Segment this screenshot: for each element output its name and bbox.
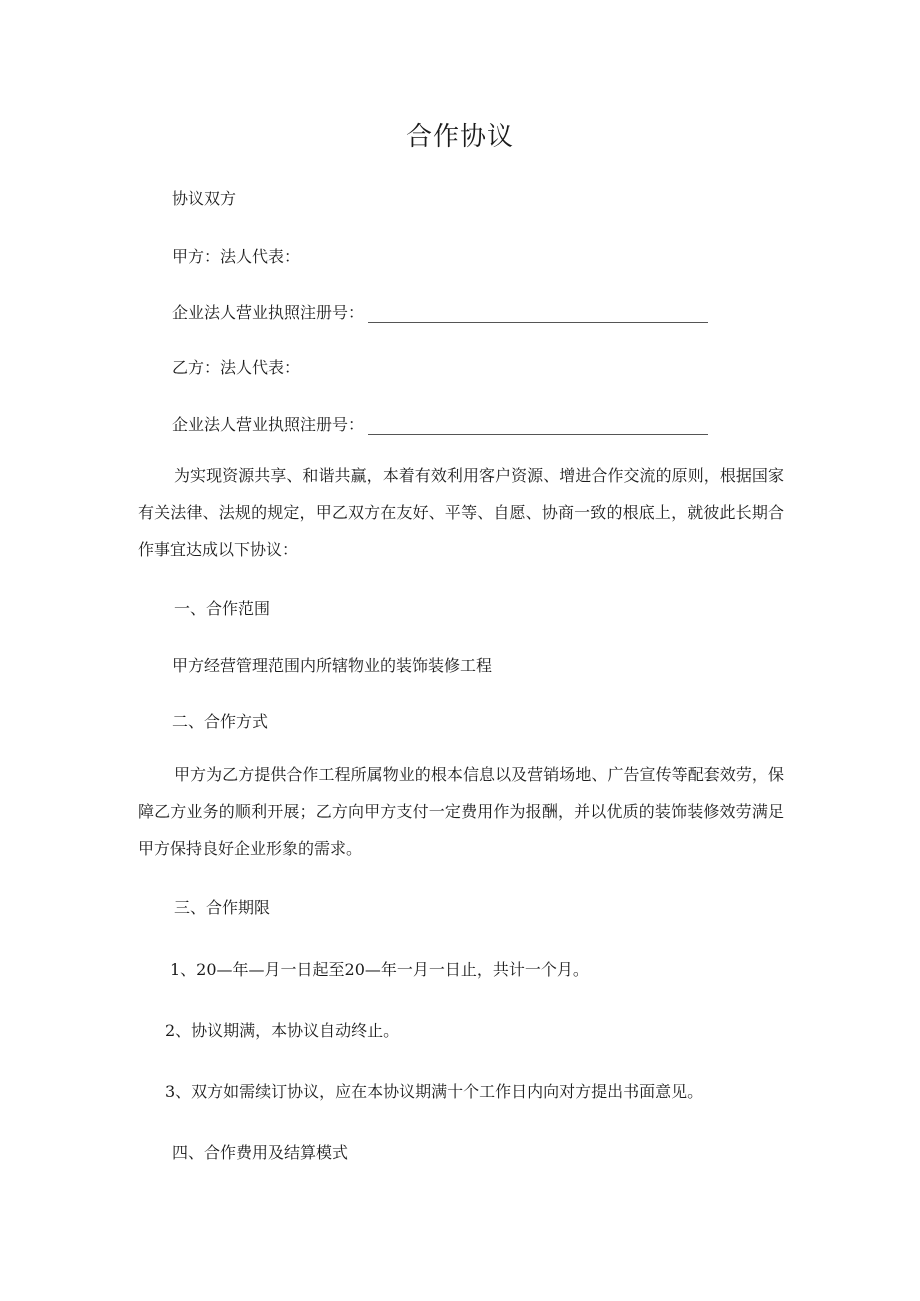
document-title: 合作协议 (405, 122, 514, 152)
section-1-heading: 一、合作范围 (174, 599, 271, 618)
party-a-line: 甲方：法人代表： (172, 247, 301, 266)
section-3-item-3: 3、双方如需续订协议，应在本协议期满十个工作日内向对方提出书面意见。 (165, 1082, 704, 1101)
party-a-registration-blank (368, 310, 708, 323)
parties-heading: 协议双方 (172, 189, 237, 208)
party-b-registration-label: 企业法人营业执照注册号： (172, 415, 365, 434)
party-a-registration-label: 企业法人营业执照注册号： (172, 303, 365, 322)
party-b-registration-blank (368, 422, 708, 435)
section-3-item-1: 1、20—年—月一日起至20—年一月一日止，共计一个月。 (170, 960, 589, 979)
section-3-item-2: 2、协议期满，本协议自动终止。 (165, 1021, 400, 1040)
party-b-registration-row (172, 412, 708, 435)
section-3-heading: 三、合作期限 (174, 898, 271, 917)
section-2-heading: 二、合作方式 (172, 712, 269, 731)
section-1-text: 甲方经营管理范围内所辖物业的装饰装修工程 (172, 656, 493, 675)
party-a-registration-row (172, 300, 708, 323)
intro-paragraph: 为实现资源共享、和谐共赢，本着有效利用客户资源、增进合作交流的原则，根据国家有关法律、法规的规定，甲乙双方在友好、平等、自愿、协商一致的根底上，就彼此长期合作事宜达成以下协议： (138, 466, 784, 559)
party-b-line: 乙方：法人代表： (172, 358, 301, 377)
section-4-heading: 四、合作费用及结算模式 (172, 1143, 349, 1162)
section-2-paragraph: 甲方为乙方提供合作工程所属物业的根本信息以及营销场地、广告宣传等配套效劳，保障乙方业务的顺利开展；乙方向甲方支付一定费用作为报酬，并以优质的装饰装修效劳满足甲方保持良好企业形象的需求。 (138, 765, 784, 858)
